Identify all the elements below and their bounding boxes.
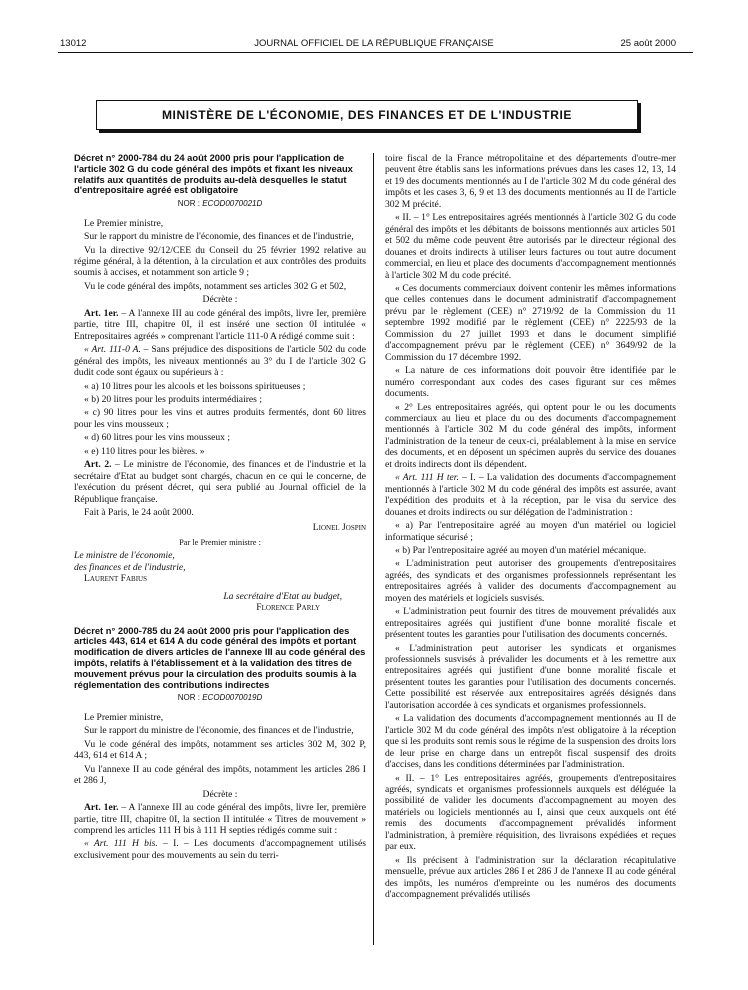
paragraph: « a) Par l'entrepositaire agréé au moyen d'un matériel ou logiciel informatique sécurisé ;	[385, 520, 676, 543]
minister-signature	[74, 550, 366, 584]
paragraph: « L'administration peut autoriser des groupements d'entrepositaires agréés, des syndicats et des organismes professionnels représentant les entrepositaires agréés à valider des documents d'accompagnement au moyen des matériels et logiciels susvisés.	[385, 558, 676, 604]
article-text: – A l'annexe III au code général des impôts, livre Ier, première partie, titre III, chapitre 0I, il est inséré une section 0I intitulée « Entrepositaires agréés » comprenant l'article 111-0 A rédigé comme suit :	[74, 307, 366, 342]
right-column	[385, 153, 676, 903]
secretary-name: Florence Parly	[256, 602, 320, 614]
paragraph: « L'administration peut fournir des titres de mouvement prévalidés aux entrepositaires agréés qui justifient d'une bonne moralité fiscale et présentent toutes les garanties pour l'utilisation des documents concernés.	[385, 606, 676, 641]
minister-name: Laurent Fabius	[84, 573, 147, 585]
decree-2-para: Le Premier ministre,	[84, 711, 164, 723]
decree-2-para: Sur le rapport du ministre de l'économie, des finances et de l'industrie,	[84, 725, 354, 737]
publication-date: 25 août 2000	[620, 38, 676, 49]
minister-title-line-1: Le ministre de l'économie,	[74, 550, 175, 562]
article-text: – I. – Les documents d'accompagnement utilisés exclusivement pour des mouvements au sein du terri-	[74, 838, 366, 861]
list-item-d: « d) 60 litres pour les vins mousseux ;	[84, 432, 231, 444]
paragraph: « II. – 1° Les entrepositaires agréés, groupements d'entrepositaires agréés, syndicats et organismes professionnels auxquels est déléguée la possibilité de valider les documents d'accompagnement au moyen des matériels ou logiciels mentionnés au I, ainsi que ceux auxquels ont été remis des documents d'accompagnement prévalidés informent l'administration, à première réquisition, des livraisons expédiées et reçues par eux.	[385, 772, 676, 853]
nor-label: NOR :	[177, 693, 200, 703]
page-number: 13012	[60, 38, 87, 49]
decree-1-article-2	[74, 459, 366, 505]
secretary-signature	[74, 591, 366, 614]
paragraph: « 2° Les entrepositaires agréés, qui optent pour le ou les documents commerciaux au lieu et place du ou des documents d'accompagnement mentionnés à l'article 302 M du code général des impôts, informent l'administration de la teneur de ceux-ci, préalablement à la mise en service des documents, et en déposent un spécimen auprès du service des douanes et droits indirects dont ils dépendent.	[385, 401, 676, 470]
decree-1-decrete: Décrète :	[202, 294, 238, 306]
decree-1-para: Vu la directive 92/12/CEE du Conseil du 25 février 1992 relative au régime général, à la détention, à la circulation et aux contrôles des produits soumis à accises, et notamment son article 9 ;	[74, 244, 366, 279]
article-text: – Le ministre de l'économie, des finances et de l'industrie et la secrétaire d'Etat au budget sont chargés, chacun en ce qui le concerne, de l'exécution du présent décret, qui sera publié au Journal officiel de la République française.	[74, 459, 366, 505]
column-divider	[373, 153, 374, 945]
journal-title: JOURNAL OFFICIEL DE LA RÉPUBLIQUE FRANÇAISE	[254, 38, 494, 49]
article-text: – Sans préjudice des dispositions de l'article 502 du code général des impôts, les niveaux mentionnés au 3° du I de l'article 302 G dudit code sont égaux ou supérieurs à :	[74, 344, 366, 379]
decree-2-title: Décret n° 2000-785 du 24 août 2000 pris pour l'application des articles 443, 614 et 614 A du code général des impôts et portant modification de divers articles de l'annexe III au code général des impôts, relatifs à l'établissement et à la validation des titres de mouvement prévus pour la circulation des produits soumis à la réglementation des contributions indirectes	[74, 624, 366, 690]
secretary-title: La secrétaire d'Etat au budget,	[223, 590, 342, 602]
paragraph: toire fiscal de la France métropolitaine et des départements d'outre-mer peuvent être établis sans les informations prévues dans les cases 12, 13, 14 et 19 des documents mentionnés au I de l'article 302 M du code général des impôts et les cases 3, 6, 9 et 13 des documents mentionnés au II de l'article 302 M précité.	[385, 153, 676, 210]
nor-label: NOR :	[177, 199, 200, 209]
ministry-title: MINISTÈRE DE L'ÉCONOMIE, DES FINANCES ET DE L'INDUSTRIE	[161, 108, 573, 122]
ministry-heading	[96, 100, 638, 130]
decree-1-article-111-0a	[74, 344, 366, 378]
article-text: – A l'annexe III au code général des impôts, livre Ier, première partie, titre III, chapitre 0I, la section II intitulée « Titres de mouvement » comprend les articles 111 H bis à 111 H septies rédigés comme suit :	[74, 802, 366, 836]
minister-title-line-2: des finances et de l'industrie,	[74, 561, 186, 573]
paragraph: « L'administration peut autoriser les syndicats et organismes professionnels susvisés à prévalider les documents et à les remettre aux entrepositaires agréés qui justifient d'une bonne moralité fiscale et présentent toutes les garanties pour l'utilisation des documents concernés. Cette possibilité est réservée aux entrepositaires agréés désignés dans l'autorisation accordée à ces syndicats et organismes professionnels.	[385, 642, 676, 711]
article-label: Art. 2.	[84, 459, 112, 471]
article-label: « Art. 111-0 A.	[84, 344, 141, 356]
decree-1-nor	[74, 198, 366, 209]
par-premier-ministre: Par le Premier ministre :	[179, 537, 261, 547]
header-rule	[58, 52, 693, 53]
list-item-a: « a) 10 litres pour les alcools et les boissons spiritueuses ;	[84, 380, 306, 392]
article-111h-ter	[385, 472, 676, 518]
page-header	[0, 34, 748, 50]
decree-1-done-at: Fait à Paris, le 24 août 2000.	[84, 507, 194, 519]
decree-1-title: Décret n° 2000-784 du 24 août 2000 pris pour l'application de l'article 302 G du code général des impôts et fixant les niveaux relatifs aux quantités de produits au-delà desquelles le statut d'entrepositaire agréé est obligatoire	[74, 152, 353, 196]
list-item-e: « e) 110 litres pour les bières. »	[84, 445, 205, 457]
decree-2-decrete: Décrète :	[202, 788, 238, 800]
decree-1-article-1	[74, 308, 366, 342]
paragraph: « Ils précisent à l'administration sur la déclaration récapitulative mensuelle, prévue aux articles 286 I et 286 J de l'annexe II au code général des impôts, les numéros d'empreinte ou les numéros des documents d'accompagnement prévalidés utilisés	[385, 854, 676, 901]
article-text: – I. – La validation des documents d'accompagnement mentionnés à l'article 302 M du code général des impôts est assurée, avant l'expédition des produits et à la réception, par le visa du service des douanes et droits indirects ou sur délégation de l'administration :	[385, 472, 676, 518]
article-label: « Art. 111 H ter.	[395, 472, 459, 484]
decree-1-para: Sur le rapport du ministre de l'économie, des finances et de l'industrie,	[84, 231, 354, 243]
article-label: Art. 1er.	[84, 802, 119, 814]
decree-2-article-1	[74, 802, 366, 836]
signatory-name: Lionel Jospin	[312, 521, 366, 533]
nor-code: ECOD0070019D	[202, 693, 263, 703]
paragraph: « La nature de ces informations doit pouvoir être identifiée par le numéro correspondant aux codes des cases figurant sur ces mêmes documents.	[385, 365, 676, 400]
article-label: Art. 1er.	[84, 307, 119, 319]
decree-2-para: Vu le code général des impôts, notamment ses articles 302 M, 302 P, 443, 614 et 614 A ;	[74, 738, 366, 762]
decree-2-para: Vu l'annexe II au code général des impôts, notamment les articles 286 I et 286 J,	[74, 763, 366, 787]
decree-1-para: Le Premier ministre,	[84, 217, 164, 229]
decree-2-nor	[74, 692, 366, 703]
list-item-c: « c) 90 litres pour les vins et autres produits fermentés, dont 60 litres pour les vins mousseux ;	[74, 407, 366, 430]
nor-code: ECOD0070021D	[202, 199, 263, 209]
paragraph: « b) Par l'entrepositaire agréé au moyen d'un matériel mécanique.	[395, 544, 647, 556]
decree-1-para: Vu le code général des impôts, notamment ses articles 302 G et 502,	[84, 280, 347, 292]
left-column	[74, 153, 366, 863]
paragraph: « Ces documents commerciaux doivent contenir les mêmes informations que celles contenues dans le document administratif d'accompagnement prévu par le règlement (CEE) n° 2719/92 de la Commission du 11 septembre 1992 modifié par le règlement (CEE) n° 2225/93 de la Commission du 27 juillet 1993 et dans le document simplifié d'accompagnement prévu par le règlement (CEE) n° 3649/92 de la Commission du 17 décembre 1992.	[385, 282, 676, 363]
article-label: « Art. 111 H bis.	[84, 838, 158, 850]
decree-2-article-111h-bis	[74, 838, 366, 861]
list-item-b: « b) 20 litres pour les produits intermédiaires ;	[84, 393, 262, 405]
paragraph: « II. – 1° Les entrepositaires agréés mentionnés à l'article 302 G du code général des impôts et les débitants de boissons mentionnés aux articles 501 et 502 du même code peuvent être autorisés par le directeur régional des douanes et droits indirects à utiliser leurs factures ou tout autre document commercial, en lieu et place des documents d'accompagnement mentionnés à l'article 302 M du code précité.	[385, 212, 676, 281]
paragraph: « La validation des documents d'accompagnement mentionnés au II de l'article 302 M du code général des impôts n'est obligatoire à la réception que si les produits sont remis sous le régime de la suspension des droits lors de leur prise en charge dans un entrepôt fiscal suspensif des droits d'accises, dans les conditions déterminées par l'administration.	[385, 713, 676, 771]
